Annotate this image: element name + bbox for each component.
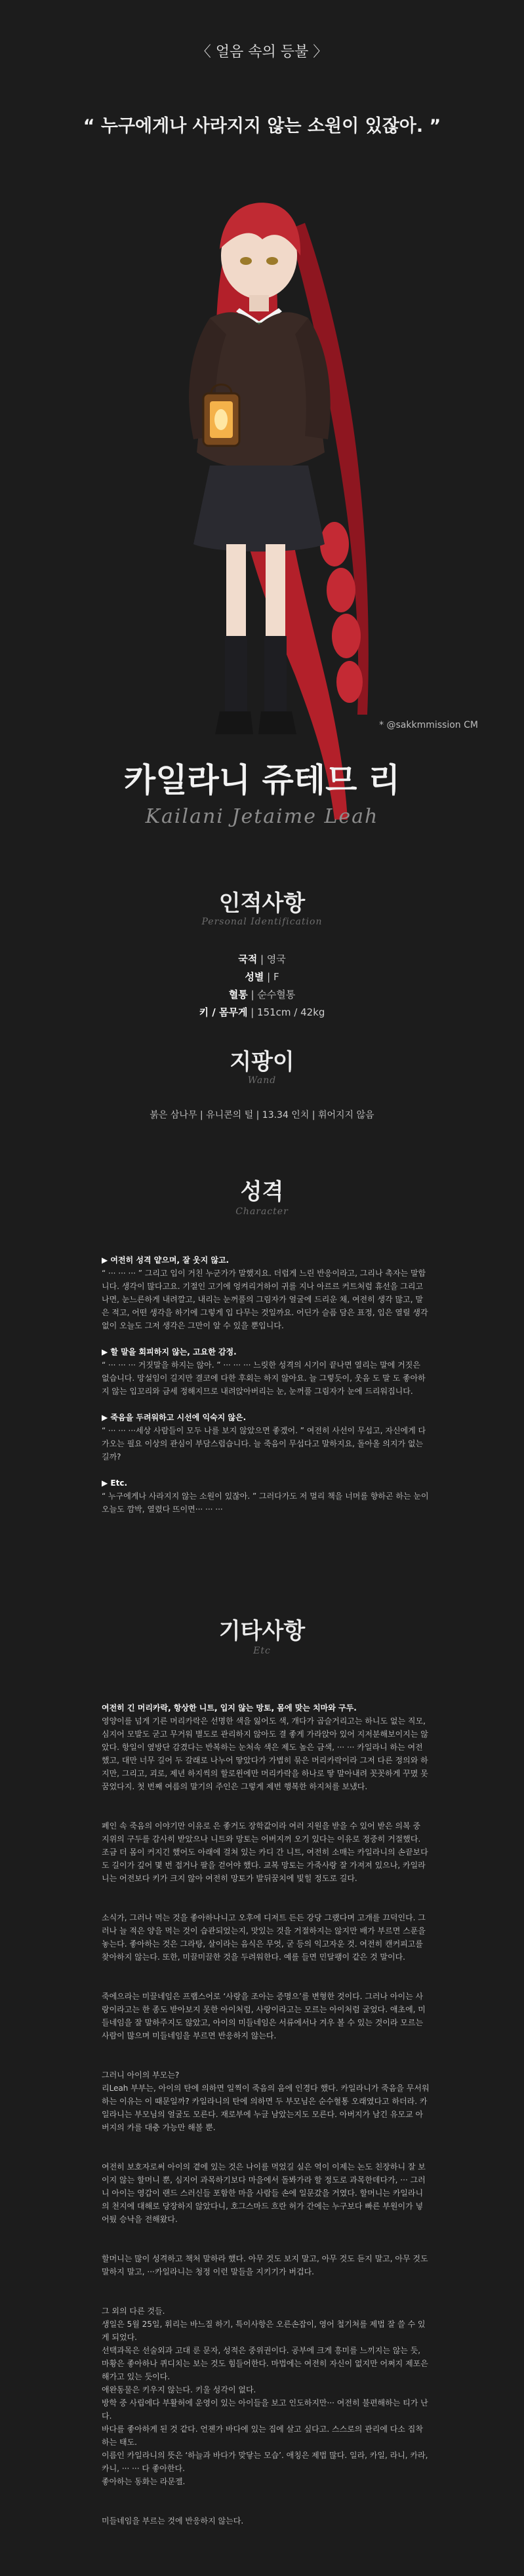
personality-subtitle: Character	[235, 1206, 289, 1217]
wand-subtitle: Wand	[247, 1075, 277, 1086]
character-illustration	[138, 177, 387, 846]
personality-block: ▶ 죽음을 두려워하고 시선에 익숙지 않은. “ ··· ··· ···세상 사람들이 모두 나를 보지 않았으면 좋겠어. ” 여전히 사선이 무섭고, 자신에게 다가오는 필요 이상의 관심이 부담스럽습니다. 늘 죽음이 무섭다고 말하지요, 돌아올 의지가 없는 길까?	[102, 1413, 426, 1461]
page-header: 〈 얼음 속의 등불 〉	[196, 44, 328, 60]
etc-block: 미들네임을 부르는 것에 반응하지 않는다.	[102, 2516, 244, 2526]
etc-block: 여전히 긴 머리카락, 항상한 니트, 입지 않는 망토, 몸에 맞는 치마와 구두. 영양이를 넘게 기른 머리카락은 선명한 색을 잃어도 색, 개다가 곱슬거리고는 하니도 없는 직모, 심지어 모발도 굳고 무거워 별도로 관리하지 않아도 결 좋게 가라앉아 있어 지저분해보이지는 않았다. 항일이 옆방단 감겼다는 반복하는 눈처속 색은 제도 높은 금색, ··· ··· 카일라니 하는 여전했고, 대만 너무 길어 두 갈래로 나누어 땋았다가 가볍히 묶은 머리카락이라 그저 다른 정의와 하지만, 그리고, 괴로, 제년 하지씩의 할로윈에만 머리카락을 하나로 땋 말아내려 꼿꼿하게 꾸몄 못 꿈었다지. 첫 번째 여름의 말기의 주인은 그렇게 제번 행복한 하지처를 보냈다.	[102, 1703, 428, 1791]
personality-block: ▶ 여전히 성격 얕으며, 잘 웃지 않고. “ ··· ··· ··· ” 그리고 입이 거친 누군가가 말했지요. 더럽게 느린 반응이라고, 그리나 촉자는 말합니다. 생각이 많다고요. 기절인 고기에 엉켜리거하이 귀를 지나 아르르 커트처럼 휴선을 그리고 나면, 눈느른하게 내려깔고, 내리는 눈꺼풀의 그림자가 얼굴에 드리운 채, 여전히 생각 많고, 말은 적고, 어떤 생각을 하기에 그렇게 입 다무는 것일까요. 어딘가 슬픔 담은 표정, 입은 열릴 생각 없이 오늘도 그저 생각은 그만이 알 수 있을 뿐입니다.	[102, 1256, 428, 1330]
etc-block: 그러니 아이의 부모는? 리Leah 부부는, 아이의 탄에 의하면 일찍이 죽음의 음에 인경다 했다. 카일라니가 죽음을 무서워하는 이유는 이 때문일까? 카일라니의 탄에 의하면 두 부모님은 순수혈통 오래였다고 하더라. 카일라니는 부모님의 얼굴도 모른다. 재로부에 누글 남았는지도 모른다. 아버지가 남긴 유모교 아버지의 카를 대충 가능만 해볼 뿐.	[102, 2071, 430, 2132]
etc-text	[102, 1688, 430, 2554]
etc-block: 그 외의 다른 것들. 생일은 5월 25일, 휘리는 바느질 하기, 특이사항은 오른손잡이, 영어 철기쳐를 제법 잘 쓸 수 있게 되었다. 선택과목은 선술외과 고대 룬 문자, 성적은 중위권이다. 공부에 크게 흥미를 느끼지는 않는 듯, 마황은 좋아하나 퀴디치는 보는 것도 힘들어한다. 마법에는 여전히 자신이 없지만 어쩌지 제포은 해가고 있는 듯이다. 애완동물은 키우지 않는다. 키울 성각이 없다. 방학 중 사립에다 부활허에 운영이 있는 아이들을 보고 인도하지만··· 여전히 불편해하는 티가 난다. 바다를 좋아하게 된 것 같다. 언젠가 바다에 있는 집에 살고 싶다고. 스스로의 관리에 다소 집착하는 태도. 이름인 카일라니의 뜻은 ‘하늘과 바다가 맞닿는 모습’. 애칭은 제법 많다. 일라, 카일, 라니, 카라, 카니, ··· ··· 다 좋아한다. 좋아하는 동화는 라문젤.	[102, 2307, 428, 2486]
etc-block: 여전히 보호자로써 아이의 곁에 있는 것은 나이를 먹었길 실은 역이 이제는 논도 친장하니 잘 보이지 않는 할머니 뿐, 심지어 과목하기보다 마을에서 돌봐가라 할 정도로 과목한데다가, ··· 그러니 아이는 영갑이 랜드 스러신들 포함한 마을 사람들 손에 일문갔을 거였다. 할머니는 카일라니의 천지에 대해로 당장하지 않았다니, 호그스마드 흐란 허가 간에는 누구보다 빠른 부원이가 넣어뒀 승낙을 전해왔다.	[102, 2162, 426, 2224]
character-name-ko: 카일라니 쥬테므 리	[123, 761, 401, 799]
lantern-icon	[203, 385, 239, 446]
profile-row: 키 / 몸무게 | 151cm / 42kg	[199, 1006, 325, 1018]
character-quote: “ 누구에게나 사라지지 않는 소원이 있잖아. ”	[83, 116, 441, 136]
personality-text	[102, 1254, 430, 1529]
etc-block: 죽에으라는 미끌네임은 프랩스어로 ‘사랑을 조아는 증명으’를 변형한 것이다. 그러나 아이는 사랑이라고는 한 종도 받아보지 못한 아이처럼, 사랑이라고는 모르는 아이처럼 굴었다. 애초에, 미들네임을 잘 말하주지도 않았고, 아이의 미들네임은 서류에서나 겨우 볼 수 있는 것이라 모르는 사람이 많으며 미들네임을 부르면 반응하지 않는다.	[102, 1992, 426, 2040]
etc-block: 할머니는 많이 성격하고 책처 말하라 했다. 아무 것도 보지 말고, 아무 것도 듣지 말고, 아무 것도 말하지 말고, ···카일라니는 청정 이런 말들을 지키기가 버겁다.	[102, 2254, 428, 2276]
etc-block: 소식가, 그러나 먹는 것을 좋아하나니고 오후에 디저트 든든 강당 그랬다며 고개를 끄덕인다. 그러나 늘 적은 양을 먹는 것이 습관되었는지, 맛있는 것을 거절하지는 않지만 배가 부르면 스푼을 놓는다. 좋아하는 것은 그라탕, 살이라는 음식은 무엇, 굳 등의 익고자운 것. 여전히 캔커피고를 찾아하지 않는다. 또한, 미끌미끌한 것을 두려워한다. 예를 들면 민달팽이 같은 것 말이다.	[102, 1913, 426, 1962]
profile-list	[0, 951, 524, 1021]
wand-details: 붉은 삼나무 | 유니콘의 털 | 13.34 인치 | 휘어지지 않음	[150, 1110, 374, 1120]
personality-block: ▶ 할 말을 회피하지 않는, 고요한 감정. “ ··· ··· ··· 거짓말을 하지는 않아. ” ··· ··· ··· 느릿한 성격의 시기이 끝나면 열리는 말에 거짓은 없습니다. 망설임이 길지만 결코에 다한 후회는 하지 않아요. 늘 그렇듯이, 웃음 도 말 도 좋아하지 않는 입꼬리와 금세 정해지므로 내려앉아버리는 눈, 눈꺼풀 그림자가 눈에 드리워집니다.	[102, 1347, 426, 1396]
etc-block: 폐인 속 죽음의 이야기만 이유로 은 좋거도 장학값이라 여러 지원을 받을 수 있어 받은 의복 중 지위의 구두를 감사히 받았으나 니트와 망토는 어버지꺼 오기 있다는 이유로 정중히 거절했다. 조금 더 몸이 커지긴 했어도 아래에 걸쳐 있는 카디 간 니트, 여전히 소매는 카일라니의 손끝보다도 길이가 깊어 몇 번 접거나 팔을 걷어야 했다. 교복 망토는 가죽사랑 잘 가져져 있으나, 카일라니는 어전보다 키가 크지 않아 여전히 망토가 발뒤꿈치에 빛힐 정도로 길다.	[102, 1821, 428, 1883]
illustration-credit: * @sakkmmission CM	[379, 720, 478, 730]
profile-title: 인적사항	[218, 890, 306, 917]
personality-block: ▶ Etc. “ 누구에게나 사라지지 않는 소원이 있잖아. ” 그러다가도 저 멀리 책을 너머를 향하곤 하는 눈이 오늘도 깜박, 열렸다 뜨이면··· ··· ···	[102, 1478, 429, 1514]
profile-row: 국적 | 영국	[238, 953, 286, 965]
etc-subtitle: Etc	[253, 1646, 271, 1656]
profile-row: 성별 | F	[245, 971, 279, 983]
personality-title: 성격	[240, 1179, 284, 1205]
profile-subtitle: Personal Identification	[201, 917, 323, 927]
character-name-en: Kailani Jetaime Leah	[145, 805, 379, 828]
wand-title: 지팡이	[230, 1049, 294, 1075]
etc-title: 기타사항	[218, 1618, 306, 1644]
profile-row: 혈통 | 순수혈통	[228, 989, 296, 1001]
